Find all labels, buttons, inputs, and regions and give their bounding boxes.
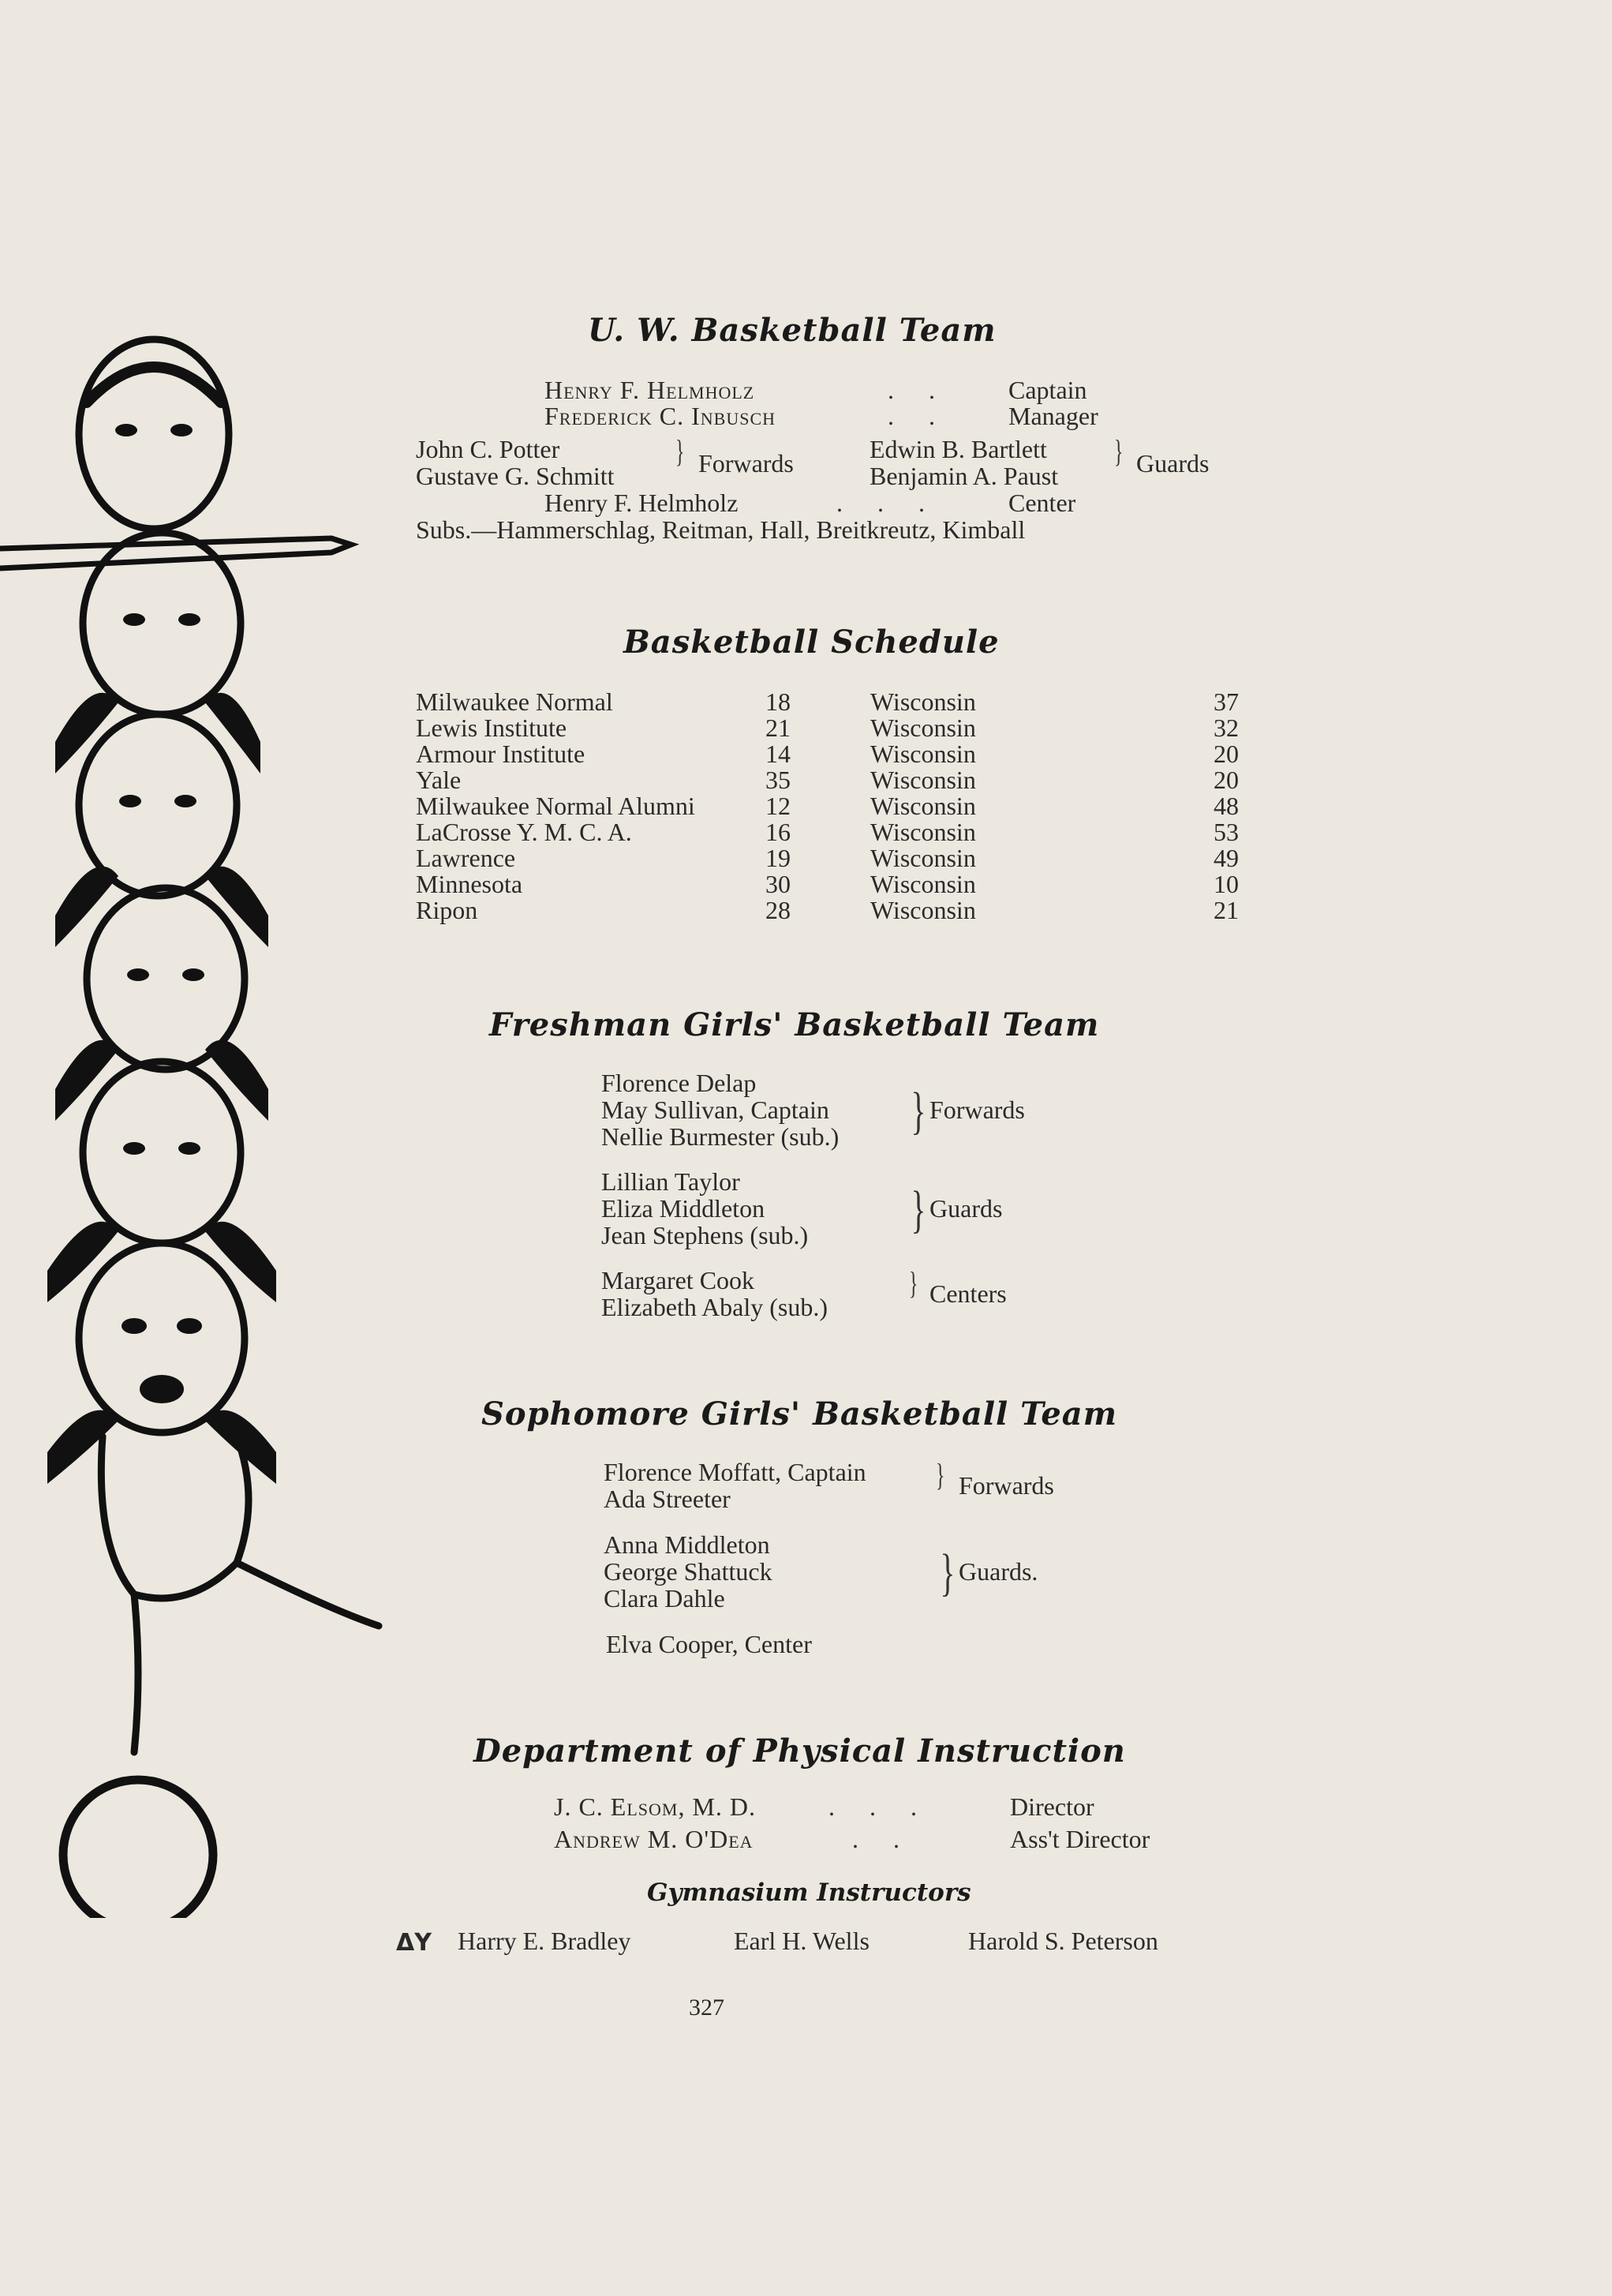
schedule-team: Wisconsin	[870, 844, 976, 872]
dot-leader: . .	[888, 402, 949, 430]
schedule-opponent: Yale	[416, 766, 462, 794]
schedule-team: Wisconsin	[870, 714, 976, 742]
page-number: 327	[689, 1994, 724, 2021]
uw-team-heading: U. W. Basketball Team	[588, 312, 997, 349]
uw-forwards-label: Forwards	[698, 449, 794, 478]
freshman-guard: Eliza Middleton	[601, 1194, 765, 1223]
schedule-heading: Basketball Schedule	[623, 624, 1000, 661]
stacked-heads-illustration	[0, 331, 426, 1918]
schedule-opponent: Lawrence	[416, 844, 516, 872]
dot-leader: . . .	[828, 1792, 931, 1821]
schedule-team: Wisconsin	[870, 687, 976, 716]
captain-role: Captain	[1008, 376, 1087, 404]
schedule-opponent: LaCrosse Y. M. C. A.	[416, 818, 632, 846]
director-role: Director	[1010, 1792, 1094, 1821]
freshman-guard: Jean Stephens (sub.)	[601, 1221, 809, 1249]
schedule-team-score: 10	[1214, 870, 1239, 898]
sophomore-guard: Clara Dahle	[604, 1584, 725, 1612]
schedule-opp-score: 12	[765, 792, 791, 820]
schedule-opp-score: 35	[765, 766, 791, 794]
uw-guards-label: Guards	[1136, 449, 1210, 478]
freshman-guards-label: Guards	[929, 1194, 1003, 1223]
sophomore-center: Elva Cooper, Center	[606, 1630, 812, 1658]
uw-forward: John C. Potter	[416, 435, 560, 463]
assistant-role: Ass't Director	[1010, 1825, 1150, 1853]
schedule-opp-score: 18	[765, 687, 791, 716]
schedule-team-score: 20	[1214, 766, 1239, 794]
schedule-team-score: 53	[1214, 818, 1239, 846]
uw-guard: Benjamin A. Paust	[870, 462, 1059, 490]
dot-leader: . .	[852, 1825, 914, 1853]
schedule-opp-score: 16	[765, 818, 791, 846]
schedule-team: Wisconsin	[870, 740, 976, 768]
freshman-forward: Florence Delap	[601, 1069, 757, 1097]
schedule-opponent: Lewis Institute	[416, 714, 567, 742]
dot-leader: . . .	[836, 489, 939, 517]
schedule-team-score: 32	[1214, 714, 1239, 742]
schedule-team-score: 21	[1214, 896, 1239, 924]
brace: }	[935, 1457, 945, 1493]
schedule-team-score: 49	[1214, 844, 1239, 872]
freshman-centers-label: Centers	[929, 1279, 1007, 1308]
uw-forward: Gustave G. Schmitt	[416, 462, 615, 490]
sophomore-guard: George Shattuck	[604, 1557, 772, 1586]
sophomore-forwards-label: Forwards	[959, 1471, 1054, 1500]
schedule-team: Wisconsin	[870, 870, 976, 898]
sophomore-guards-label: Guards.	[959, 1557, 1038, 1586]
manager-name: Frederick C. Inbusch	[544, 402, 776, 430]
freshman-guard: Lillian Taylor	[601, 1167, 740, 1196]
freshman-heading: Freshman Girls' Basketball Team	[489, 1006, 1100, 1043]
captain-name: Henry F. Helmholz	[544, 376, 755, 404]
schedule-team: Wisconsin	[870, 896, 976, 924]
schedule-opponent: Milwaukee Normal Alumni	[416, 792, 695, 820]
assistant-name: Andrew M. O'Dea	[554, 1825, 754, 1853]
brace: }	[911, 1181, 926, 1238]
freshman-center: Margaret Cook	[601, 1266, 755, 1294]
brace: }	[940, 1544, 956, 1601]
schedule-opp-score: 19	[765, 844, 791, 872]
uw-guard: Edwin B. Bartlett	[870, 435, 1047, 463]
schedule-team: Wisconsin	[870, 818, 976, 846]
sophomore-guard: Anna Middleton	[604, 1530, 770, 1559]
instructors-heading: Gymnasium Instructors	[647, 1878, 971, 1907]
freshman-forward: May Sullivan, Captain	[601, 1096, 829, 1124]
instructor-name: Earl H. Wells	[734, 1927, 870, 1955]
schedule-opp-score: 28	[765, 896, 791, 924]
schedule-team-score: 48	[1214, 792, 1239, 820]
subs-line: Subs.—Hammerschlag, Reitman, Hall, Breitkreutz, Kimball	[416, 515, 1026, 544]
brace: }	[911, 1082, 926, 1140]
schedule-opp-score: 14	[765, 740, 791, 768]
schedule-opponent: Ripon	[416, 896, 478, 924]
schedule-team-score: 20	[1214, 740, 1239, 768]
brace: }	[1113, 433, 1124, 469]
schedule-opponent: Minnesota	[416, 870, 523, 898]
schedule-team-score: 37	[1214, 687, 1239, 716]
sophomore-forward: Ada Streeter	[604, 1485, 731, 1513]
freshman-forwards-label: Forwards	[929, 1096, 1025, 1124]
schedule-team: Wisconsin	[870, 766, 976, 794]
sophomore-heading: Sophomore Girls' Basketball Team	[481, 1395, 1118, 1433]
instructor-name: Harry E. Bradley	[458, 1927, 631, 1955]
manager-role: Manager	[1008, 402, 1098, 430]
freshman-center: Elizabeth Abaly (sub.)	[601, 1293, 828, 1321]
fraternity-monogram: ΔY	[396, 1929, 432, 1957]
instructor-name: Harold S. Peterson	[968, 1927, 1158, 1955]
schedule-opp-score: 30	[765, 870, 791, 898]
sophomore-forward: Florence Moffatt, Captain	[604, 1458, 866, 1486]
brace: }	[908, 1265, 918, 1301]
center-name: Henry F. Helmholz	[544, 489, 739, 517]
schedule-opp-score: 21	[765, 714, 791, 742]
schedule-opponent: Milwaukee Normal	[416, 687, 613, 716]
schedule-team: Wisconsin	[870, 792, 976, 820]
freshman-forward: Nellie Burmester (sub.)	[601, 1122, 840, 1151]
dot-leader: . .	[888, 376, 949, 404]
director-name: J. C. Elsom, M. D.	[554, 1792, 757, 1821]
center-role: Center	[1008, 489, 1076, 517]
department-heading: Department of Physical Instruction	[473, 1732, 1126, 1770]
brace: }	[675, 433, 685, 469]
schedule-opponent: Armour Institute	[416, 740, 585, 768]
